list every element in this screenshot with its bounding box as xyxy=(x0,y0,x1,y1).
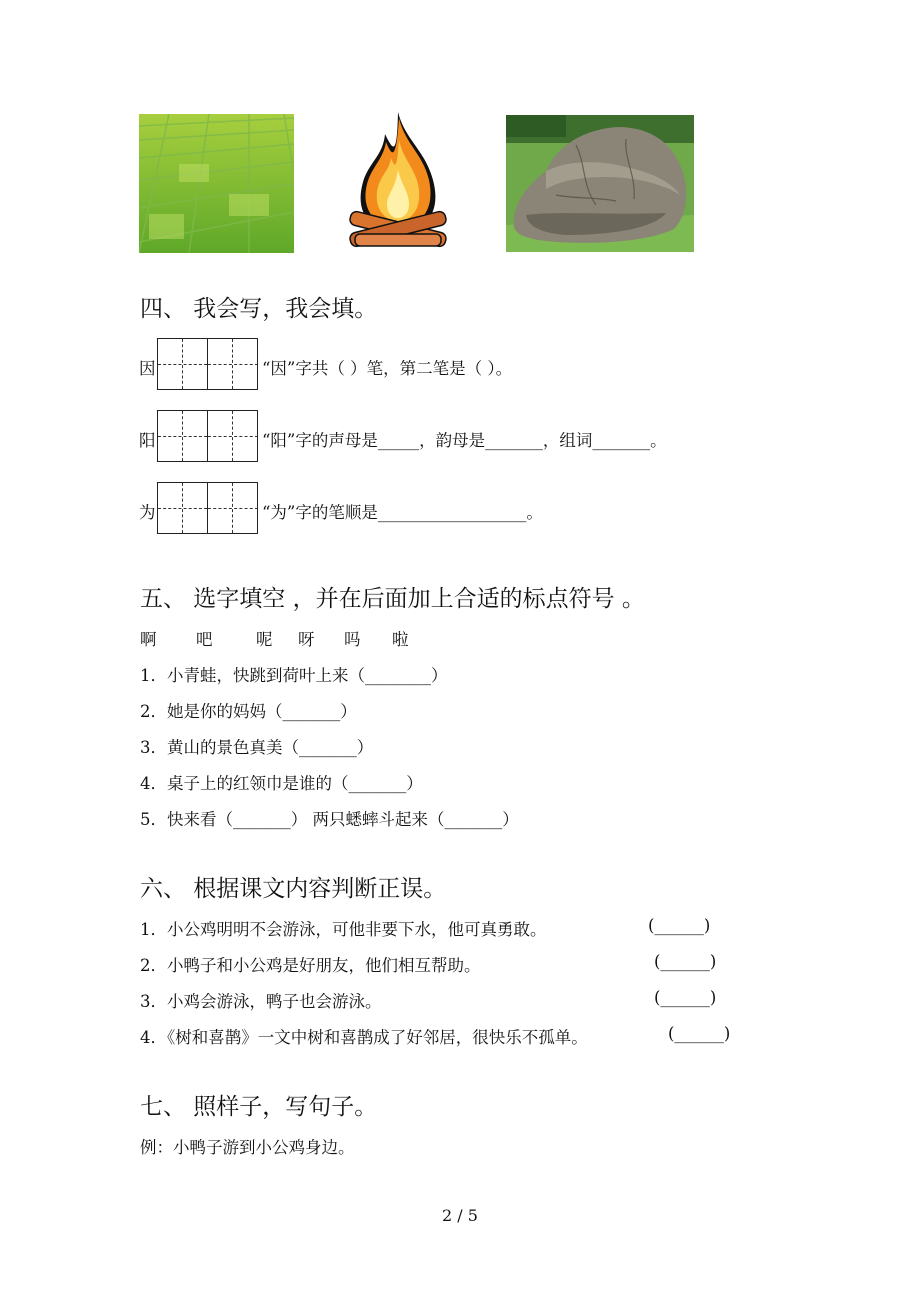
choice-char-4: 呀 xyxy=(298,630,315,649)
writing-grid-1[interactable] xyxy=(157,338,258,390)
writing-char-1: 因 xyxy=(139,359,156,378)
choice-char-5: 吗 xyxy=(344,630,361,649)
writing-grid-2[interactable] xyxy=(157,410,258,462)
writing-question-2: “阳”字的声母是_____，韵母是_______，组词_______。 xyxy=(262,431,667,450)
choice-char-2: 吧 xyxy=(196,630,213,649)
rice-field-image xyxy=(139,114,294,253)
judge-item-1: 1．小公鸡明明不会游泳，可他非要下水，他可真勇敢。 xyxy=(140,920,547,939)
judge-item-2: 2．小鸭子和小公鸡是好朋友，他们相互帮助。 xyxy=(140,956,481,975)
choice-char-1: 啊 xyxy=(140,630,157,649)
section-6-heading: 六、 根据课文内容判断正误。 xyxy=(140,876,447,902)
campfire-image xyxy=(345,110,451,255)
judge-blank-4[interactable]: (______) xyxy=(668,1024,731,1043)
judge-blank-3[interactable]: (______) xyxy=(654,988,717,1007)
writing-question-3: “为”字的笔顺是__________________。 xyxy=(262,503,543,522)
fill-item-1[interactable]: 1．小青蛙，快跳到荷叶上来（________） xyxy=(140,666,448,685)
example-sentence: 例：小鸭子游到小公鸡身边。 xyxy=(140,1138,355,1157)
choice-char-3: 呢 xyxy=(256,630,273,649)
section-5-heading: 五、 选字填空 ，并在后面加上合适的标点符号 。 xyxy=(140,586,645,612)
section-4-heading: 四、 我会写，我会填。 xyxy=(140,296,378,322)
writing-char-2: 阳 xyxy=(139,431,156,450)
writing-question-1: “因”字共（ ）笔，第二笔是（ ）。 xyxy=(262,359,513,378)
judge-blank-2[interactable]: (______) xyxy=(654,952,717,971)
section-7-heading: 七、 照样子，写句子。 xyxy=(140,1094,378,1120)
fill-item-5[interactable]: 5．快来看（_______） 两只蟋蟀斗起来（_______） xyxy=(140,810,519,829)
fill-item-2[interactable]: 2．她是你的妈妈（_______） xyxy=(140,702,357,721)
page-number: 2 / 5 xyxy=(442,1206,478,1225)
writing-char-3: 为 xyxy=(139,503,156,522)
judge-item-4: 4．《树和喜鹊》一文中树和喜鹊成了好邻居，很快乐不孤单。 xyxy=(140,1028,588,1047)
writing-grid-3[interactable] xyxy=(157,482,258,534)
judge-item-3: 3．小鸡会游泳，鸭子也会游泳。 xyxy=(140,992,382,1011)
fill-item-4[interactable]: 4．桌子上的红领巾是谁的（_______） xyxy=(140,774,423,793)
choice-char-6: 啦 xyxy=(392,630,409,649)
rock-image xyxy=(506,115,694,252)
fill-item-3[interactable]: 3．黄山的景色真美（_______） xyxy=(140,738,374,757)
judge-blank-1[interactable]: (______) xyxy=(648,916,711,935)
